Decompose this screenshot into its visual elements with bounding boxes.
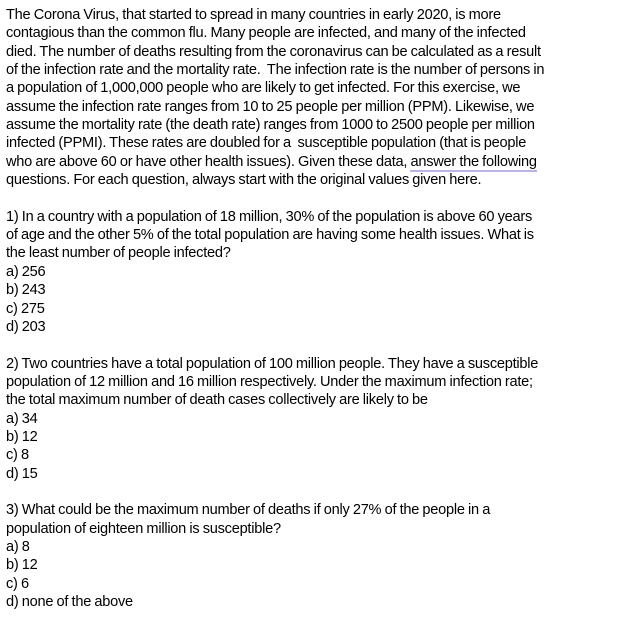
intro-line: assume the infection rate ranges from 10 to 25 people per million (PPM). Likewise, we (6, 98, 535, 115)
question-text: 1) In a country with a population of 18 million, 30% of the population is above 60 years (6, 208, 533, 225)
intro-line: of the infection rate and the mortality rate. The infection rate is the number of persons in (6, 62, 545, 79)
document (6, 6, 638, 611)
question-text: 3) What could be the maximum number of deaths if only 27% of the people in a (6, 502, 491, 519)
paragraph-gap (6, 483, 638, 501)
answer-option: c) 275 (6, 300, 45, 317)
answer-option: a) 256 (6, 263, 46, 280)
answer-option: a) 34 (6, 410, 38, 427)
question-text: population of 12 million and 16 million respectively. Under the maximum infection rate; (6, 373, 533, 390)
answer-option: b) 243 (6, 282, 46, 299)
intro-line: infected (PPMI). These rates are doubled for a susceptible population (that is people (6, 135, 527, 152)
answer-option: b) 12 (6, 428, 38, 445)
spellcheck-underlined-text[interactable]: answer the following (410, 153, 537, 170)
question-3 (6, 501, 638, 611)
intro-line: questions. For each question, always start with the original values given here. (6, 172, 482, 189)
question-2 (6, 355, 638, 483)
intro-paragraph (6, 6, 638, 189)
intro-line-text: who are above 60 or have other health issues). Given these data, (6, 153, 411, 170)
question-text: the least number of people infected? (6, 245, 231, 262)
intro-line: assume the mortality rate (the death rate) ranges from 1000 to 2500 people per million (6, 117, 535, 134)
intro-line: The Corona Virus, that started to spread in many countries in early 2020, is more (6, 7, 501, 23)
question-text: of age and the other 5% of the total population are having some health issues. What is (6, 227, 534, 244)
paragraph-gap (6, 189, 638, 207)
answer-option: d) 15 (6, 465, 38, 482)
answer-option: b) 12 (6, 557, 38, 574)
question-1 (6, 208, 638, 336)
intro-line (6, 153, 638, 171)
intro-line: contagious than the common flu. Many people are infected, and many of the infected (6, 25, 526, 42)
question-text: 2) Two countries have a total population of 100 million people. They have a susceptible (6, 355, 539, 372)
answer-option: d) 203 (6, 318, 46, 335)
answer-option: d) none of the above (6, 594, 133, 610)
answer-option: c) 6 (6, 575, 29, 592)
intro-line: died. The number of deaths resulting from the coronavirus can be calculated as a result (6, 43, 541, 60)
question-text: the total maximum number of death cases collectively are likely to be (6, 392, 428, 409)
answer-option: c) 8 (6, 447, 29, 464)
question-text: population of eighteen million is susceptible? (6, 520, 281, 537)
answer-option: a) 8 (6, 538, 30, 555)
paragraph-gap (6, 336, 638, 354)
intro-line: a population of 1,000,000 people who are likely to get infected. For this exercise, we (6, 80, 521, 97)
